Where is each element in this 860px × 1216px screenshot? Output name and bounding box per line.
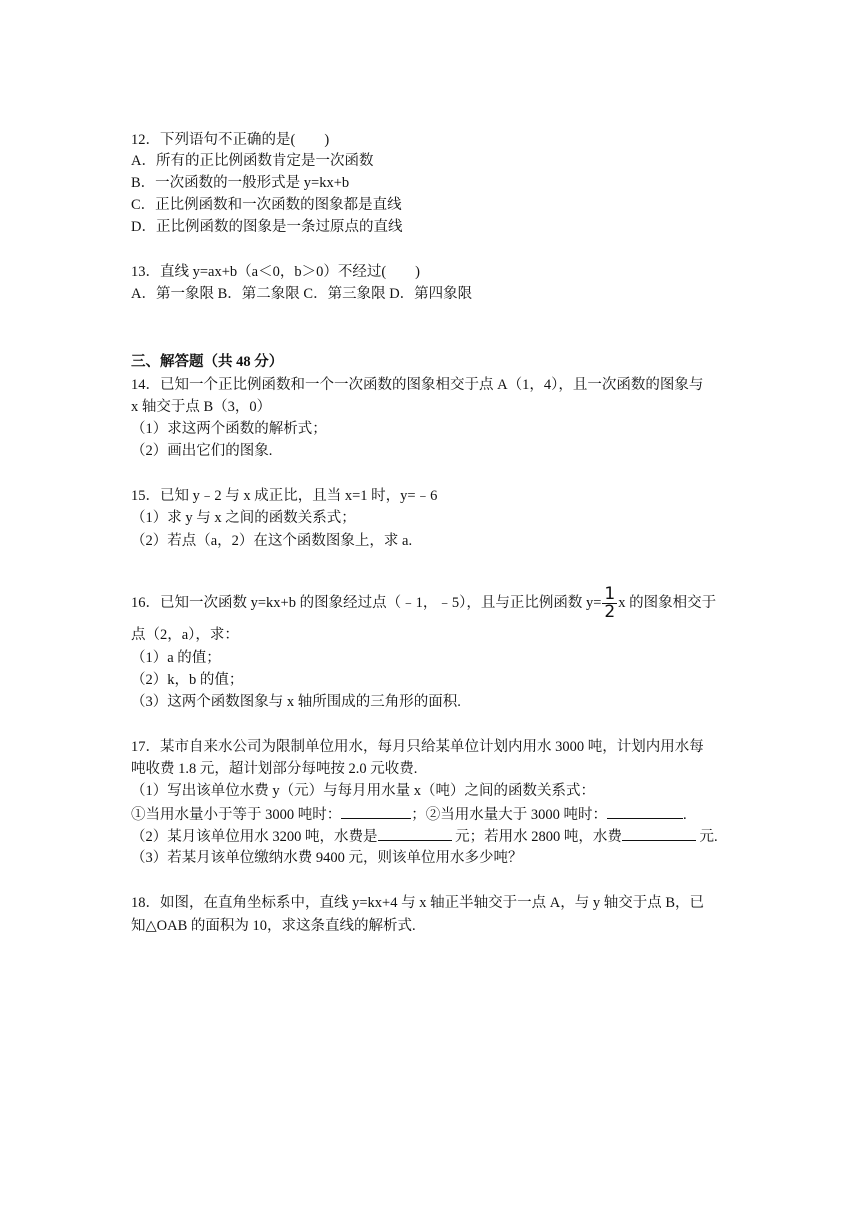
fraction-denominator: 2 xyxy=(604,602,616,623)
q17-sub1: （1）写出该单位水费 y（元）与每月用水量 x（吨）之间的函数关系式： xyxy=(131,783,595,799)
q12-option-d: D．正比例函数的图象是一条过原点的直线 xyxy=(131,219,403,235)
q17-case1-label: ①当用水量小于等于 3000 吨时： xyxy=(131,807,342,823)
q17-separator: ； xyxy=(411,807,426,823)
q17-sub2-text-b: 元；若用水 2800 吨，水费 xyxy=(455,829,622,845)
q12-option-a: A．所有的正比例函数肯定是一次函数 xyxy=(131,153,374,169)
fraction-numerator: 1 xyxy=(604,584,616,605)
answer-blank-3200[interactable] xyxy=(378,826,452,841)
q16-line1-tail: x 的图象相交于 xyxy=(618,595,717,611)
answer-blank-2800[interactable] xyxy=(622,826,696,841)
q17-sub1-row xyxy=(131,804,687,825)
answer-blank-case2[interactable] xyxy=(607,804,683,819)
q12-option-b: B．一次函数的一般形式是 y=kx+b xyxy=(131,175,350,191)
q17-line2: 吨收费 1.8 元，超计划部分每吨按 2.0 元收费. xyxy=(131,761,418,777)
q17-sub3: （3）若某月该单位缴纳水费 9400 元，则该单位用水多少吨？ xyxy=(131,850,523,866)
fraction-one-half xyxy=(602,586,617,621)
q14-sub1: （1）求这两个函数的解析式； xyxy=(131,421,327,437)
q13-options: A．第一象限 B．第二象限 C．第三象限 D．第四象限 xyxy=(131,286,473,302)
q16-line1 xyxy=(131,585,716,621)
q16-sub1: （1）a 的值； xyxy=(131,650,221,666)
q12-option-c: C．正比例函数和一次函数的图象都是直线 xyxy=(131,197,402,213)
q17-sub2-text-a: （2）某月该单位用水 3200 吨，水费是 xyxy=(131,829,378,845)
q13-stem: 13．直线 y=ax+b（a＜0，b＞0）不经过( ) xyxy=(131,264,421,280)
q15-sub1: （1）求 y 与 x 之间的函数关系式； xyxy=(131,510,356,526)
q16-line2: 点（2，a），求： xyxy=(131,627,239,643)
answer-blank-case1[interactable] xyxy=(341,804,411,819)
q14-sub2: （2）画出它们的图象. xyxy=(131,443,273,459)
q15-line1: 15．已知 y﹣2 与 x 成正比，且当 x=1 时，y=﹣6 xyxy=(131,488,438,504)
q17-sub2-text-c: 元. xyxy=(699,829,718,845)
q16-sub2: （2）k，b 的值； xyxy=(131,672,244,688)
q17-sub2-row xyxy=(131,826,718,847)
q18-line1: 18．如图，在直角坐标系中，直线 y=kx+4 与 x 轴正半轴交于一点 A，与 y 轴交于点 B，已 xyxy=(131,895,704,911)
section-heading: 三、解答题（共 48 分） xyxy=(131,354,284,370)
q18-line2: 知△OAB 的面积为 10，求这条直线的解析式. xyxy=(131,918,416,934)
q17-line1: 17．某市自来水公司为限制单位用水，每月只给某单位计划内用水 3000 吨，计划内用水每 xyxy=(131,739,704,755)
q17-case2-label: ②当用水量大于 3000 吨时： xyxy=(425,807,607,823)
q16-sub3: （3）这两个函数图象与 x 轴所围成的三角形的面积. xyxy=(131,694,461,710)
q12-stem: 12．下列语句不正确的是( ) xyxy=(131,132,330,148)
q14-line2: x 轴交于点 B（3，0） xyxy=(131,399,272,415)
q17-end-period: . xyxy=(683,807,687,823)
q16-line1-text: 16．已知一次函数 y=kx+b 的图象经过点（﹣1，﹣5），且与正比例函数 y= xyxy=(131,595,602,611)
q15-sub2: （2）若点（a，2）在这个函数图象上，求 a. xyxy=(131,533,413,549)
q14-line1: 14．已知一个正比例函数和一个一次函数的图象相交于点 A（1，4），且一次函数的图象与 xyxy=(131,377,704,393)
